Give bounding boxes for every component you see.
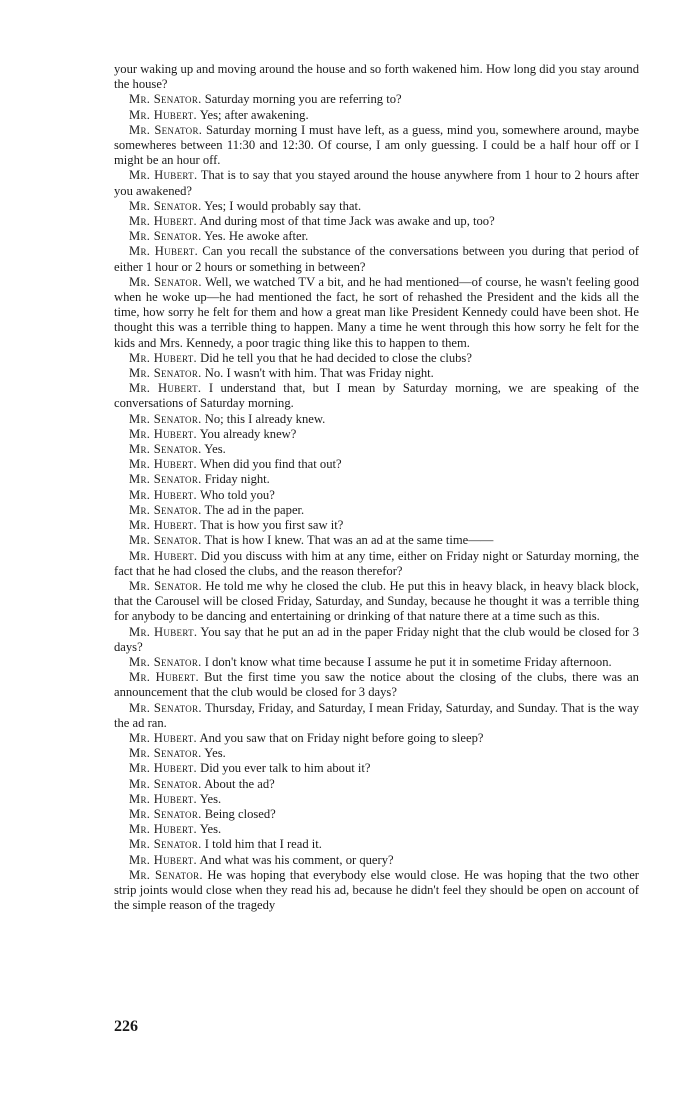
speaker-label: Mr. Senator.: [129, 442, 202, 457]
speaker-label: Mr. Senator.: [129, 776, 202, 791]
speaker-label: Mr. Hubert.: [129, 168, 198, 183]
paragraph-text: I understand that, but I mean by Saturday morning, we are speaking of the conversations of Saturday morning.: [114, 381, 639, 411]
testimony-paragraph: [114, 199, 639, 214]
paragraph-text: You already knew?: [199, 426, 297, 441]
paragraph-text: Can you recall the substance of the conversations between you during that period of either 1 hour or 2 hours or something in between?: [114, 244, 639, 274]
speaker-label: Mr. Senator.: [129, 274, 202, 289]
testimony-paragraph: [114, 701, 639, 731]
testimony-paragraph: [114, 472, 639, 487]
testimony-paragraph: [114, 518, 639, 533]
speaker-label: Mr. Senator.: [129, 411, 202, 426]
speaker-label: Mr. Senator.: [129, 806, 202, 821]
speaker-label: Mr. Hubert.: [129, 548, 198, 563]
testimony-paragraph: [114, 777, 639, 792]
paragraph-text: The ad in the paper.: [204, 502, 305, 517]
speaker-label: Mr. Senator.: [129, 578, 202, 593]
speaker-label: Mr. Senator.: [129, 700, 202, 715]
testimony-paragraph: [114, 457, 639, 472]
speaker-label: Mr. Senator.: [129, 198, 202, 213]
paragraph-text: About the ad?: [204, 776, 275, 791]
paragraph-text: That is to say that you stayed around the house anywhere from 1 hour to 2 hours after you awakened?: [114, 168, 639, 198]
page-number: 226: [114, 1018, 138, 1035]
testimony-paragraph: [114, 275, 639, 351]
testimony-paragraph: [114, 746, 639, 761]
speaker-label: Mr. Hubert.: [129, 214, 198, 229]
paragraph-text: Did you ever talk to him about it?: [200, 761, 371, 776]
paragraph-text: Yes; after awakening.: [199, 107, 309, 122]
testimony-paragraph: [114, 503, 639, 518]
testimony-paragraph: [114, 579, 639, 625]
testimony-paragraph: [114, 488, 639, 503]
testimony-paragraph: [114, 761, 639, 776]
paragraph-text: Yes.: [204, 746, 226, 761]
speaker-label: Mr. Senator.: [129, 746, 202, 761]
paragraph-text: Yes. He awoke after.: [204, 229, 309, 244]
speaker-label: Mr. Senator.: [129, 229, 202, 244]
paragraph-text: Did you discuss with him at any time, either on Friday night or Saturday morning, the fact that he had closed the clubs, and the reason therefor?: [114, 548, 639, 578]
testimony-paragraph: [114, 92, 639, 107]
speaker-label: Mr. Senator.: [129, 867, 203, 882]
paragraph-text: Yes.: [199, 822, 222, 837]
speaker-label: Mr. Hubert.: [129, 457, 198, 472]
testimony-paragraph: [114, 837, 639, 852]
testimony-paragraph: [114, 168, 639, 198]
paragraph-text: You say that he put an ad in the paper Friday night that the club would be closed for 3 days?: [114, 624, 639, 654]
testimony-paragraph: [114, 108, 639, 123]
speaker-label: Mr. Senator.: [129, 502, 202, 517]
paragraph-text: Yes.: [199, 791, 222, 806]
speaker-label: Mr. Senator.: [129, 92, 202, 107]
paragraph-text: Friday night.: [204, 472, 270, 487]
testimony-paragraph: [114, 412, 639, 427]
speaker-label: Mr. Senator.: [129, 533, 202, 548]
speaker-label: Mr. Hubert.: [129, 670, 199, 685]
testimony-paragraph: [114, 427, 639, 442]
testimony-paragraph: [114, 868, 639, 914]
speaker-label: Mr. Senator.: [129, 122, 203, 137]
speaker-label: Mr. Senator.: [129, 654, 202, 669]
testimony-paragraph: [114, 533, 639, 548]
paragraph-text: your waking up and moving around the house and so forth wakened him. How long did you stay around the house?: [114, 62, 639, 92]
paragraph-text: No; this I already knew.: [204, 411, 326, 426]
paragraph-text: He told me why he closed the club. He put this in heavy black, in heavy black block, that the Carousel will be closed Friday, Saturday, and Sunday, because he thought it was a terrible thing for anybody to be dancing and entertaining or drinking of that nature there at a time such as this.: [114, 578, 639, 624]
speaker-label: Mr. Hubert.: [129, 852, 198, 867]
testimony-paragraph: [114, 731, 639, 746]
testimony-paragraph: [114, 229, 639, 244]
paragraph-text: When did you find that out?: [199, 457, 342, 472]
transcript-body: [114, 62, 639, 913]
speaker-label: Mr. Hubert.: [129, 426, 198, 441]
speaker-label: Mr. Hubert.: [129, 730, 198, 745]
speaker-label: Mr. Hubert.: [129, 791, 198, 806]
testimony-paragraph: [114, 381, 639, 411]
testimony-paragraph: [114, 549, 639, 579]
paragraph-text: But the first time you saw the notice about the closing of the clubs, there was an announcement that the club would be closed for 3 days?: [114, 670, 639, 700]
testimony-paragraph: [114, 792, 639, 807]
paragraph-text: And you saw that on Friday night before going to sleep?: [199, 730, 484, 745]
paragraph-text: Saturday morning I must have left, as a guess, mind you, somewhere around, maybe somewheres between 11:30 and 12:30. Of course, I am only guessing. I could be a half hour off or I might be an hour off.: [114, 122, 639, 168]
testimony-paragraph: [114, 853, 639, 868]
paragraph-text: Well, we watched TV a bit, and he had mentioned—of course, he wasn't feeling good when he woke up—he had mentioned the fact, he sort of rehashed the President and the kids all the time, how sorry he felt for them and how a great man like President Kennedy could have been shot. He thought this was a terrible thing to happen. Many a time he went through this how sorry he felt for the kids and Mrs. Kennedy, a poor tragic thing like this to happen to them.: [114, 274, 640, 350]
testimony-paragraph: [114, 807, 639, 822]
paragraph-text: Yes.: [204, 442, 226, 457]
testimony-paragraph: [114, 62, 639, 92]
speaker-label: Mr. Senator.: [129, 472, 202, 487]
testimony-paragraph: [114, 351, 639, 366]
speaker-label: Mr. Hubert.: [129, 244, 199, 259]
paragraph-text: Thursday, Friday, and Saturday, I mean Friday, Saturday, and Sunday. That is the way the ad ran.: [114, 700, 639, 730]
testimony-paragraph: [114, 822, 639, 837]
testimony-paragraph: [114, 244, 639, 274]
paragraph-text: No. I wasn't with him. That was Friday night.: [204, 366, 434, 381]
testimony-paragraph: [114, 123, 639, 169]
paragraph-text: Saturday morning you are referring to?: [204, 92, 402, 107]
paragraph-text: That is how I knew. That was an ad at the same time——: [204, 533, 494, 548]
testimony-paragraph: [114, 366, 639, 381]
testimony-paragraph: [114, 214, 639, 229]
paragraph-text: Did he tell you that he had decided to close the clubs?: [200, 350, 472, 365]
speaker-label: Mr. Hubert.: [129, 822, 198, 837]
speaker-label: Mr. Hubert.: [129, 350, 198, 365]
speaker-label: Mr. Senator.: [129, 837, 202, 852]
speaker-label: Mr. Hubert.: [129, 518, 198, 533]
speaker-label: Mr. Hubert.: [129, 487, 198, 502]
paragraph-text: I told him that I read it.: [204, 837, 322, 852]
paragraph-text: Who told you?: [199, 487, 275, 502]
speaker-label: Mr. Hubert.: [129, 624, 198, 639]
paragraph-text: And during most of that time Jack was awake and up, too?: [199, 214, 495, 229]
paragraph-text: That is how you first saw it?: [199, 518, 344, 533]
testimony-paragraph: [114, 655, 639, 670]
testimony-paragraph: [114, 670, 639, 700]
paragraph-text: I don't know what time because I assume he put it in sometime Friday afternoon.: [204, 654, 612, 669]
speaker-label: Mr. Hubert.: [129, 107, 198, 122]
speaker-label: Mr. Hubert.: [129, 761, 198, 776]
testimony-paragraph: [114, 625, 639, 655]
paragraph-text: He was hoping that everybody else would close. He was hoping that the two other strip joints would close when they read his ad, because he didn't feel they should be open on account of the simple reason of the tragedy: [114, 867, 639, 913]
paragraph-text: Being closed?: [204, 806, 276, 821]
paragraph-text: Yes; I would probably say that.: [204, 198, 362, 213]
testimony-paragraph: [114, 442, 639, 457]
speaker-label: Mr. Senator.: [129, 366, 202, 381]
paragraph-text: And what was his comment, or query?: [199, 852, 394, 867]
speaker-label: Mr. Hubert.: [129, 381, 202, 396]
